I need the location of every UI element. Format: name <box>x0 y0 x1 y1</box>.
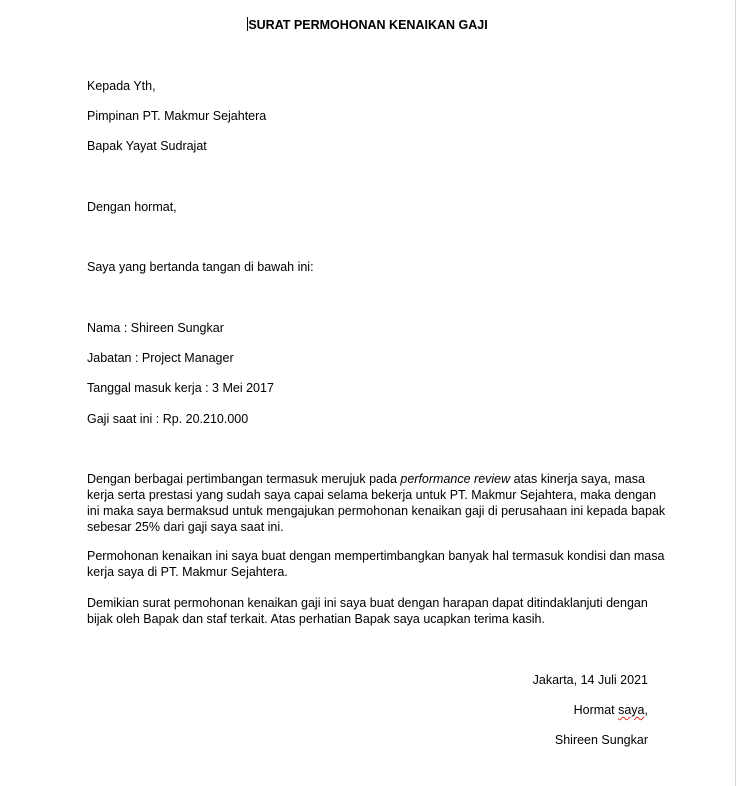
salutation: Dengan hormat, <box>87 200 177 214</box>
body-paragraph-1 <box>87 471 667 535</box>
body-paragraph-2: Permohonan kenaikan ini saya buat dengan mempertimbangkan banyak hal termasuk kondisi dan masa kerja saya di PT. Makmur Sejahtera. <box>87 549 665 579</box>
p1-italic-term: performance review <box>400 472 511 486</box>
closing-regards <box>574 702 648 718</box>
p1-text-before: Dengan berbagai pertimbangan termasuk merujuk pada <box>87 472 401 486</box>
intro-line: Saya yang bertanda tangan di bawah ini: <box>87 260 314 274</box>
detail-nama: Nama : Shireen Sungkar <box>87 321 224 335</box>
place-date: Jakarta, 14 Juli 2021 <box>532 673 648 687</box>
detail-tanggal-masuk: Tanggal masuk kerja : 3 Mei 2017 <box>87 381 274 395</box>
p1-text-after: atas kinerja saya, masa kerja serta prestasi yang sudah saya capai selama bekerja untuk PT. Makmur Sejahtera, maka dengan ini maka saya bermaksud untuk mengajukan permohonan kenaikan gaji di perusahaan ini kepada bapak sebesar 25% dari gaji saya saat ini. <box>87 472 666 534</box>
recipient-line-2: Bapak Yayat Sudrajat <box>87 139 207 153</box>
letter-title-text: SURAT PERMOHONAN KENAIKAN GAJI <box>248 18 488 32</box>
spellcheck-flagged-word[interactable]: saya <box>618 703 645 717</box>
letter-title <box>0 17 735 33</box>
regards-word: Hormat <box>573 703 619 717</box>
signature-name: Shireen Sungkar <box>554 733 648 747</box>
detail-gaji: Gaji saat ini : Rp. 20.210.000 <box>87 412 249 426</box>
recipient-greeting: Kepada Yth, <box>87 79 156 93</box>
recipient-line-1: Pimpinan PT. Makmur Sejahtera <box>87 109 267 123</box>
regards-punctuation: , <box>644 703 648 717</box>
detail-jabatan: Jabatan : Project Manager <box>87 351 234 365</box>
body-paragraph-3: Demikian surat permohonan kenaikan gaji ini saya buat dengan harapan dapat ditindaklanjuti dengan bijak oleh Bapak dan staf terkait. Atas perhatian Bapak saya ucapkan terima kasih. <box>87 596 648 626</box>
